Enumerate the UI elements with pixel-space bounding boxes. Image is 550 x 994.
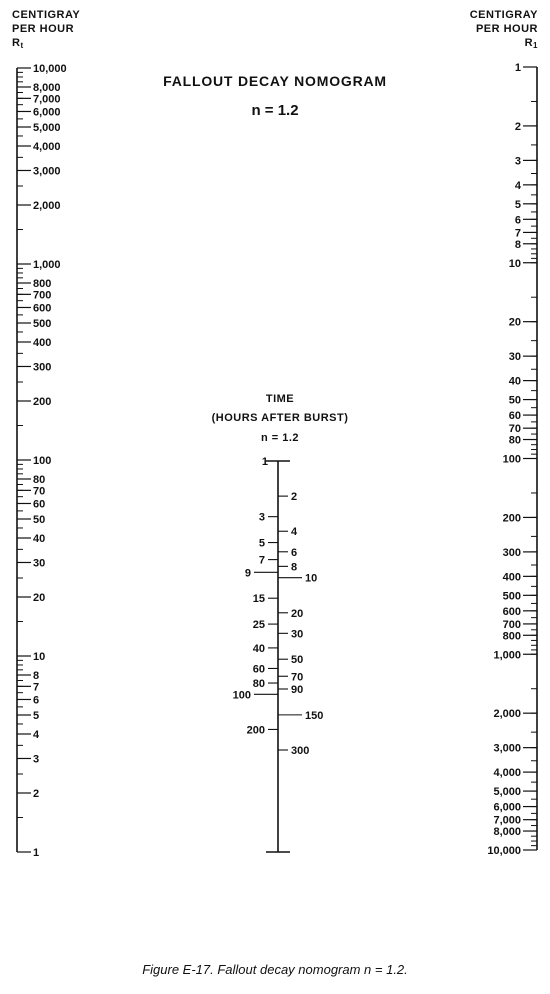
right-tick-label: 3,000 [493, 742, 521, 755]
left-tick-label: 600 [33, 302, 52, 315]
time-right-label: 90 [291, 683, 304, 696]
left-tick-label: 1 [33, 847, 40, 859]
time-right-label: 10 [305, 572, 318, 585]
time-left-label: 80 [252, 678, 265, 691]
right-symbol [470, 36, 538, 53]
right-tick-label: 800 [502, 630, 521, 643]
left-tick-label: 4,000 [33, 140, 61, 153]
left-tick-label: 6,000 [33, 106, 61, 119]
right-tick-label: 1,000 [493, 649, 521, 662]
left-tick-label: 100 [33, 455, 52, 467]
left-tick-label: 400 [33, 336, 52, 349]
time-right-label: 6 [291, 546, 298, 559]
time-right-label: 30 [291, 628, 304, 641]
right-tick-label: 50 [508, 394, 521, 407]
left-symbol-subscript: t [20, 41, 24, 50]
left-tick-label: 2 [33, 787, 40, 800]
right-tick-label: 3 [514, 155, 521, 168]
left-tick-label: 2,000 [33, 199, 61, 212]
left-tick-label: 7,000 [33, 93, 61, 106]
left-tick-label: 5 [33, 710, 40, 723]
right-tick-label: 6,000 [493, 801, 521, 814]
right-tick-label: 30 [508, 351, 521, 364]
time-scale-n-label: n = 1.2 [260, 432, 300, 444]
right-tick-label: 2,000 [493, 708, 521, 721]
time-left-label: 200 [246, 724, 265, 737]
left-tick-label: 70 [33, 485, 46, 498]
right-tick-label: 700 [502, 618, 521, 631]
time-right-label: 150 [305, 709, 324, 722]
left-tick-label: 3,000 [33, 165, 61, 178]
time-left-label: 40 [252, 642, 265, 655]
time-scale [233, 456, 324, 852]
time-left-label: 3 [258, 511, 265, 524]
figure-caption: Figure E-17. Fallout decay nomogram n = 1.2. [142, 962, 408, 977]
left-tick-label: 700 [33, 289, 52, 302]
time-left-label: 7 [258, 554, 265, 567]
left-symbol-letter: R [12, 37, 21, 49]
left-tick-label: 8,000 [33, 81, 61, 94]
left-header-line-2: PER HOUR [12, 23, 75, 35]
time-scale-title: TIME [265, 393, 295, 405]
time-left-label: 9 [244, 567, 251, 580]
left-tick-label: 20 [33, 591, 46, 604]
time-right-label: 2 [291, 491, 298, 504]
right-tick-label: 600 [502, 605, 521, 618]
right-tick-label: 20 [508, 316, 521, 329]
right-header-line-1: CENTIGRAY [469, 9, 538, 21]
left-tick-label: 3 [33, 753, 40, 766]
time-left-label: 15 [252, 593, 265, 606]
left-tick-label: 4 [33, 728, 40, 741]
right-tick-label: 80 [508, 434, 521, 447]
left-tick-label: 7 [33, 681, 40, 694]
right-tick-label: 200 [502, 512, 521, 525]
right-tick-label: 400 [502, 571, 521, 584]
left-tick-label: 500 [33, 318, 52, 331]
right-tick-label: 2 [514, 120, 521, 133]
left-tick-label: 5,000 [33, 122, 61, 135]
time-left-label: 25 [252, 619, 265, 632]
right-tick-label: 500 [502, 590, 521, 603]
right-tick-label: 4 [514, 179, 521, 192]
nomogram-n-label: n = 1.2 [251, 102, 299, 119]
right-scale-r1 [487, 62, 537, 857]
left-tick-label: 200 [33, 395, 52, 408]
right-axis-header [470, 8, 538, 53]
time-label: 1 [261, 456, 268, 468]
left-tick-label: 1,000 [33, 259, 61, 271]
time-right-label: 300 [291, 745, 310, 757]
right-tick-label: 7,000 [493, 814, 521, 827]
left-tick-label: 30 [33, 557, 46, 570]
right-tick-label: 5,000 [493, 786, 521, 799]
right-tick-label: 10,000 [487, 845, 521, 857]
time-left-label: 100 [232, 689, 251, 702]
left-tick-label: 8 [33, 669, 40, 682]
right-tick-label: 1 [514, 62, 521, 74]
right-tick-label: 8 [514, 238, 521, 251]
time-right-label: 70 [291, 671, 304, 684]
nomogram-title: FALLOUT DECAY NOMOGRAM [163, 73, 387, 89]
left-tick-label: 40 [33, 532, 46, 545]
right-tick-label: 300 [502, 546, 521, 559]
right-tick-label: 60 [508, 410, 521, 423]
time-right-label: 4 [291, 526, 298, 539]
left-axis-header [12, 8, 80, 53]
right-tick-label: 5 [514, 198, 521, 211]
time-left-label: 60 [252, 663, 265, 676]
right-tick-label: 7 [514, 227, 521, 240]
left-tick-label: 60 [33, 498, 46, 511]
right-tick-label: 8,000 [493, 826, 521, 839]
right-symbol-letter: R [524, 37, 534, 49]
right-tick-label: 100 [502, 453, 521, 466]
right-header-line-2: PER HOUR [475, 23, 538, 35]
time-left-label: 5 [258, 537, 265, 550]
left-tick-label: 300 [33, 361, 52, 374]
time-right-label: 8 [291, 561, 298, 574]
left-tick-label: 10 [33, 651, 46, 663]
left-tick-label: 800 [33, 277, 52, 290]
time-right-label: 20 [291, 607, 304, 620]
right-tick-label: 70 [508, 423, 521, 436]
right-tick-label: 10 [508, 257, 521, 270]
left-scale-rt [17, 63, 67, 859]
left-symbol [12, 36, 80, 53]
left-tick-label: 10,000 [33, 63, 67, 75]
time-right-label: 50 [291, 654, 304, 667]
right-tick-label: 40 [508, 375, 521, 388]
right-tick-label: 6 [514, 214, 521, 227]
right-symbol-subscript: 1 [533, 41, 538, 50]
right-tick-label: 4,000 [493, 767, 521, 780]
left-tick-label: 80 [33, 473, 46, 486]
left-tick-label: 50 [33, 514, 46, 527]
left-tick-label: 6 [33, 694, 40, 707]
left-header-line-1: CENTIGRAY [12, 9, 81, 21]
time-scale-subtitle: (HOURS AFTER BURST) [211, 412, 349, 424]
